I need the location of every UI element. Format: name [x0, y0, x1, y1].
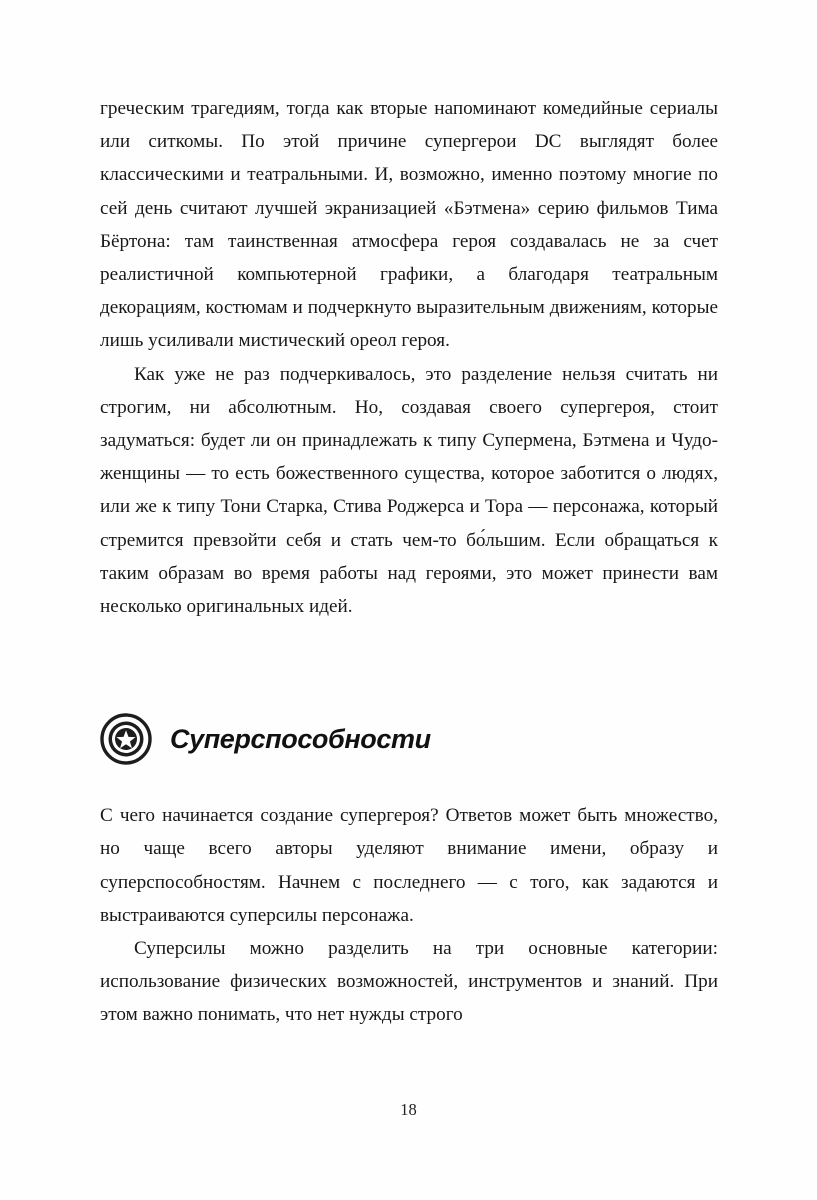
page-content	[100, 92, 718, 1032]
paragraph-3: С чего начинается создание супергероя? Ответов может быть множество, но чаще всего авторы уделяют внимание имени, образу и суперспособностям. Начнем с последнего — с того, как задаются и выстраиваются суперсилы персонажа.	[100, 805, 718, 926]
section-spacer	[100, 623, 718, 709]
page-number: 18	[400, 1100, 417, 1119]
section-title: Суперспособности	[170, 723, 431, 754]
star-shield-icon	[100, 713, 152, 765]
section-heading	[100, 709, 718, 769]
paragraph-1: греческим трагедиям, тогда как вторые напоминают комедийные сериалы или ситкомы. По этой причине супергерои DC выглядят более классическими и театральными. И, возможно, именно поэтому многие по сей день считают лучшей экранизацией «Бэтмена» серию фильмов Тима Бёртона: там таинственная атмосфера героя создавалась не за счет реалистичной компьютерной графики, а благодаря театральным декорациям, костюмам и подчеркнуто выразительным движениям, которые лишь усиливали мистический ореол героя.	[100, 98, 718, 352]
paragraph-4: Суперсилы можно разделить на три основные категории: использование физических возможностей, инструментов и знаний. При этом важно понимать, что нет нужды строго	[100, 938, 718, 1026]
paragraph-2: Как уже не раз подчеркивалось, это разделение нельзя считать ни строгим, ни абсолютным. Но, создавая своего супергероя, стоит задуматься: будет ли он принадлежать к типу Супермена, Бэтмена и Чудо-женщины — то есть божественного существа, которое заботится о людях, или же к типу Тони Старка, Стива Роджерса и Тора — персонажа, который стремится превзойти себя и стать чем-то бо́льшим. Если обращаться к таким образам во время работы над героями, это может принести вам несколько оригинальных идей.	[100, 363, 718, 618]
heading-spacer	[100, 769, 718, 799]
